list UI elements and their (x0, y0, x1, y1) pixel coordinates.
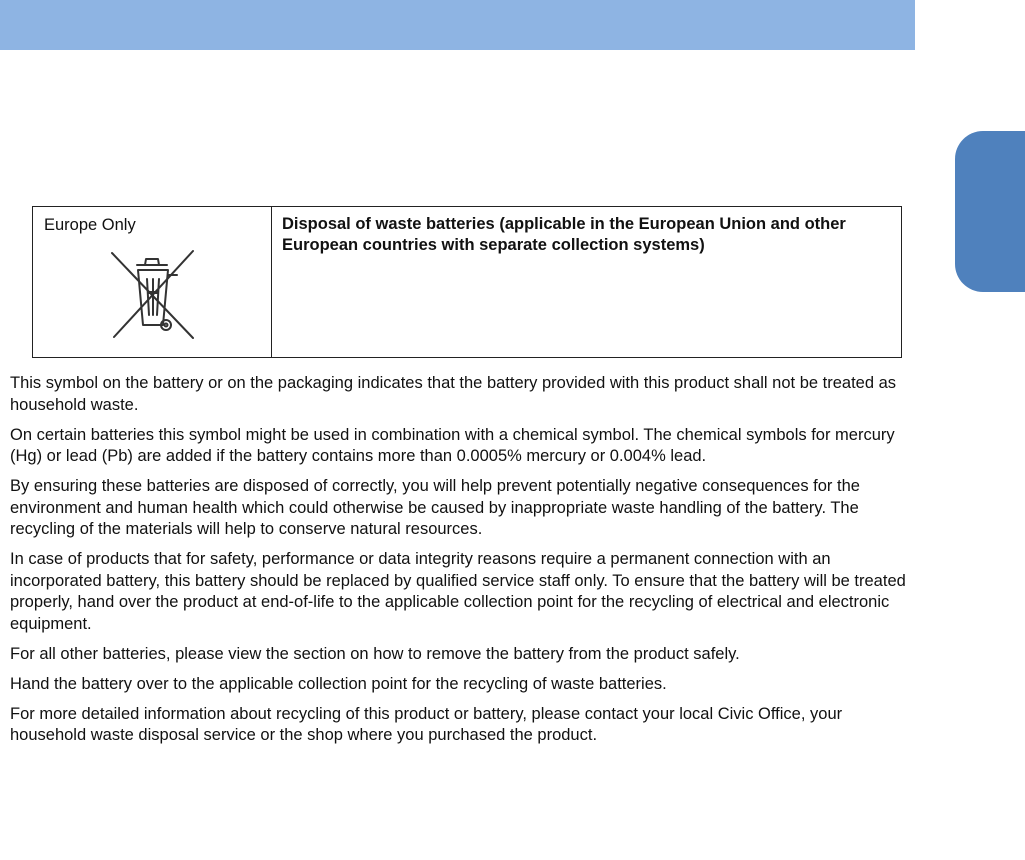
region-label: Europe Only (44, 216, 136, 234)
notice-heading: Disposal of waste batteries (applicable in the European Union and other European countries with separate collection systems) (282, 215, 846, 254)
body-text (10, 373, 910, 755)
header-bar (0, 0, 915, 50)
paragraph-other-batteries: For all other batteries, please view the section on how to remove the battery from the product safely. (10, 644, 740, 663)
paragraph-symbol-meaning: This symbol on the battery or on the packaging indicates that the battery provided with this product shall not be treated as household waste. (10, 374, 897, 414)
paragraph-incorporated-battery: In case of products that for safety, performance or data integrity reasons require a permanent connection with an incorporated battery, this battery should be replaced by qualified service staff only. To ensure that the battery will be treated properly, hand over the product at end-of-life to the applicable collection point for the recycling of electrical and electronic equipment. (10, 550, 906, 633)
paragraph-collection-point: Hand the battery over to the applicable collection point for the recycling of waste batteries. (10, 674, 667, 693)
notice-symbol-cell (33, 207, 272, 357)
paragraph-chemical-symbols: On certain batteries this symbol might be used in combination with a chemical symbol. The chemical symbols for mercury (Hg) or lead (Pb) are added if the battery contains more than 0.0005% mercury or 0.004% lead. (10, 425, 895, 465)
crossed-out-wheeled-bin-icon (107, 243, 197, 343)
side-tab (955, 131, 1025, 292)
paragraph-correct-disposal: By ensuring these batteries are disposed of correctly, you will help prevent potentially negative consequences for the environment and human health which could otherwise be caused by inappropriate waste handling of the battery. The recycling of the materials will help to conserve natural resources. (10, 477, 860, 538)
paragraph-more-information: For more detailed information about recycling of this product or battery, please contact your local Civic Office, your household waste disposal service or the shop where you purchased the product. (10, 704, 843, 744)
notice-table (32, 206, 902, 358)
